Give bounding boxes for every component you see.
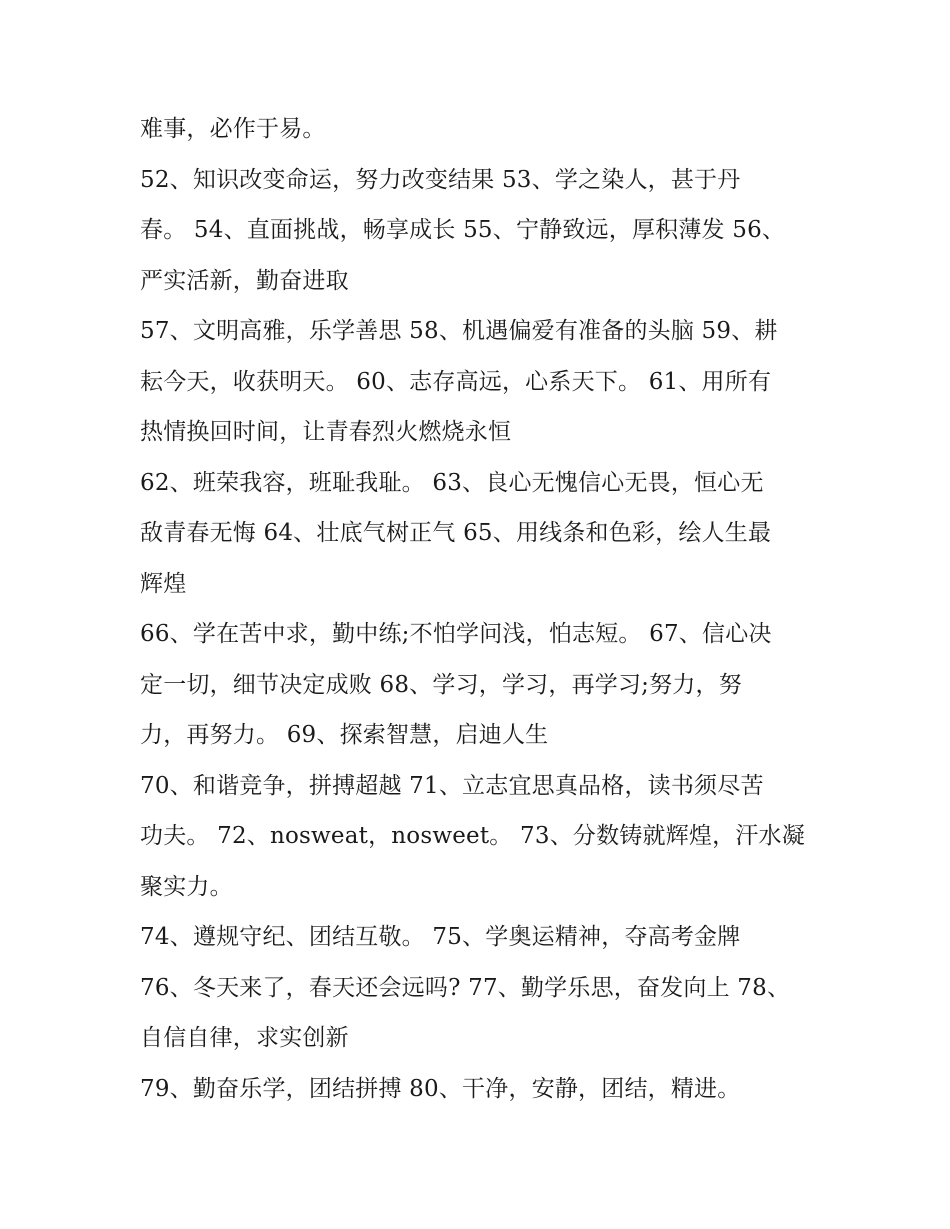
text-line: 春。 54、直面挑战，畅享成长 55、宁静致远，厚积薄发 56、 bbox=[140, 217, 786, 243]
text-line: 52、知识改变命运，努力改变结果 53、学之染人，甚于丹 bbox=[140, 166, 741, 193]
text-line: 严实活新，勤奋进取 bbox=[140, 267, 349, 294]
text-line: 74、遵规守纪、团结互敬。 75、学奥运精神，夺高考金牌 bbox=[140, 924, 741, 950]
text-line: 功夫。 72、nosweat，nosweet。 73、分数铸就辉煌，汗水凝 bbox=[140, 823, 805, 849]
text-line: 力，再努力。 69、探索智慧，启迪人生 bbox=[140, 722, 549, 748]
text-line: 难事，必作于易。 bbox=[140, 116, 326, 142]
text-line: 76、冬天来了，春天还会远吗? 77、勤学乐思，奋发向上 78、 bbox=[140, 974, 791, 1001]
text-line: 62、班荣我容，班耻我耻。 63、良心无愧信心无畏，恒心无 bbox=[140, 469, 764, 496]
text-line: 自信自律，求实创新 bbox=[140, 1025, 349, 1051]
text-line: 定一切，细节决定成败 68、学习，学习，再学习;努力，努 bbox=[140, 671, 742, 698]
document-body bbox=[140, 104, 810, 1114]
text-line: 57、文明高雅，乐学善思 58、机遇偏爱有准备的头脑 59、耕 bbox=[140, 318, 778, 344]
text-line: 79、勤奋乐学，团结拼搏 80、干净，安静，团结，精进。 bbox=[140, 1075, 741, 1102]
text-line: 辉煌 bbox=[140, 570, 187, 597]
text-line: 聚实力。 bbox=[140, 873, 233, 900]
text-line: 70、和谐竞争，拼搏超越 71、立志宜思真品格，读书须尽苦 bbox=[140, 772, 764, 799]
text-line: 热情换回时间，让青春烈火燃烧永恒 bbox=[140, 419, 512, 445]
text-line: 敌青春无悔 64、壮底气树正气 65、用线条和色彩，绘人生最 bbox=[140, 520, 772, 546]
text-line: 66、学在苦中求，勤中练;不怕学问浅，怕志短。 67、信心决 bbox=[140, 621, 772, 647]
text-line: 耘今天，收获明天。 60、志存高远，心系天下。 61、用所有 bbox=[140, 368, 772, 395]
